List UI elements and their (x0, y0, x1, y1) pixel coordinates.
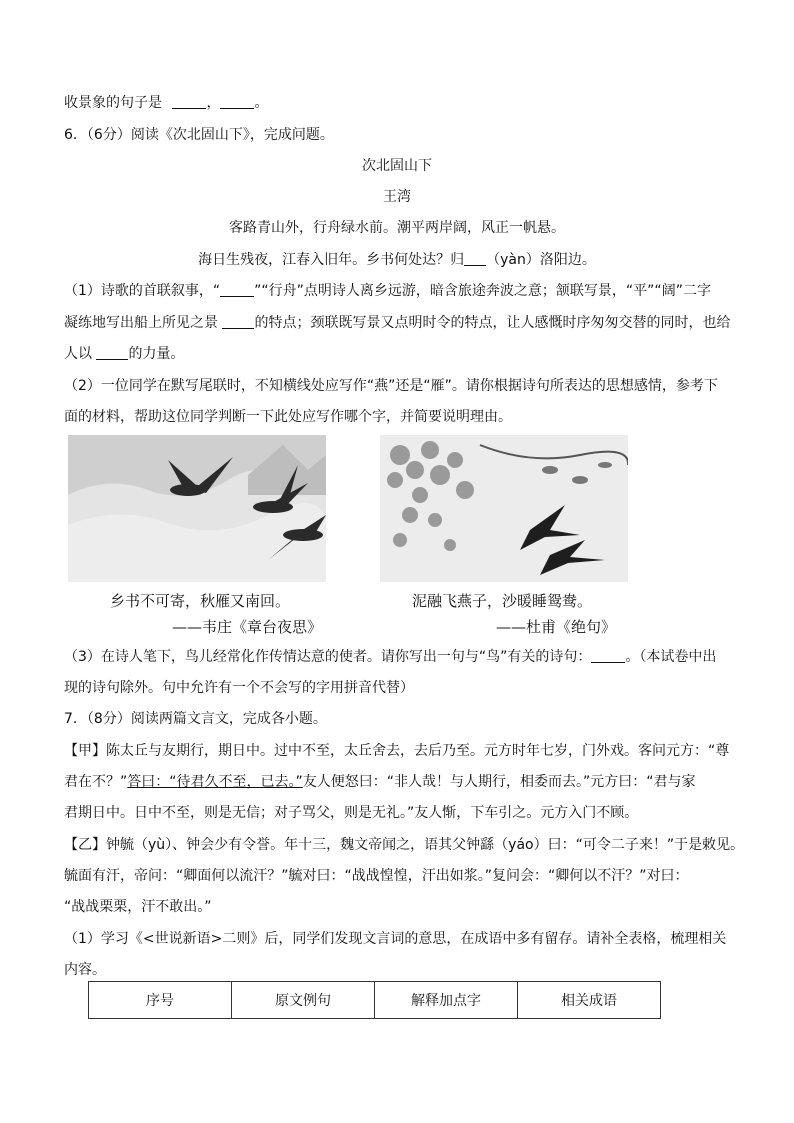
poem-title: 次北固山下 (362, 158, 432, 174)
q6-part2-line2: 面的材料，帮助这位同学判断一下此处应写作哪个字，并简要说明理由。 (64, 409, 512, 425)
caption-source-right: ——杜甫《绝句》 (496, 618, 617, 636)
q7-sub1-line1: （1）学习《<世说新语>二则》后，同学们发现文言词的意思，在成语中多有留存。请补全表格，梳理相关 (64, 931, 727, 947)
caption-source-left: ——韦庄《章台夜思》 (172, 618, 323, 636)
geese-illustration (68, 435, 326, 582)
text: 君在不？” (64, 774, 128, 790)
text: 友人便怒曰：“非人哉！与人期行，相委而去。”元方曰：“君与家 (302, 774, 696, 790)
answer-blank[interactable] (96, 345, 128, 360)
poem-author: 王湾 (383, 189, 411, 205)
q5-sep: ， (206, 95, 221, 111)
answer-blank[interactable] (222, 314, 254, 329)
swallows-illustration (380, 435, 628, 582)
geese-painting (68, 435, 326, 582)
poem-line-2 (0, 250, 794, 270)
text: 的特点；颈联既写景又点明时令的特点，让人感慨时序匆匆交替的同时，也给 (254, 315, 731, 331)
poem-line-2-end: （yàn）洛阳边。 (486, 252, 596, 268)
text: 的力量。 (128, 346, 185, 362)
answer-blank[interactable] (220, 282, 254, 297)
q6-part1-line2 (64, 313, 730, 333)
q5-end: 。 (254, 95, 269, 111)
poem-line-2-start: 海日生残夜，江春入旧年。乡书何处达？归 (198, 252, 465, 268)
q6-header: 6．（6分）阅读《次北固山下》，完成问题。 (64, 127, 334, 143)
jia-line-2 (64, 772, 730, 792)
answer-blank[interactable] (591, 648, 625, 663)
q6-part1-line3 (64, 344, 730, 364)
table-header-cell: 原文例句 (232, 982, 375, 1019)
yi-line-1: 【乙】钟毓（yù）、钟会少有令誉。年十三，魏文帝闻之，语其父钟繇（yáo）曰：“可令二子来！”于是敕见。 (64, 837, 745, 853)
caption-quote-left: 乡书不可寄，秋雁又南回。 (110, 592, 291, 610)
underlined-sentence: 答曰：“待君久不至，已去。” (127, 774, 303, 790)
yi-line-3: “战战栗栗，汗不敢出。” (64, 899, 212, 915)
q6-part3-line2: 现的诗句除外。句中允许有一个不会写的字用拼音代替） (64, 680, 414, 696)
q5-answer-line (64, 93, 730, 113)
table-header-row (89, 982, 661, 1019)
table-header-cell: 相关成语 (518, 982, 661, 1019)
text: 凝练地写出船上所见之景 (64, 315, 218, 331)
q7-header: 7．（8分）阅读两篇文言文，完成各小题。 (64, 711, 327, 727)
text: 。（本试卷中出 (625, 649, 717, 665)
caption-quote-right: 泥融飞燕子，沙暖睡鸳鸯。 (412, 592, 593, 610)
text: （1）诗歌的首联叙事，“ (64, 283, 221, 299)
text: 人以 (64, 346, 92, 362)
answer-blank[interactable] (220, 94, 254, 109)
jia-line-3: 君期日中。日中不至，则是无信；对子骂父，则是无礼。”友人惭，下车引之。元方入门不顾。 (64, 805, 639, 821)
text: ”“行舟”点明诗人离乡远游，暗含旅途奔波之意；颔联写景，“平”“阔”二字 (254, 283, 711, 299)
yi-line-2: 毓面有汗，帝问：“卿面何以流汗？”毓对曰：“战战惶惶，汗出如浆。”复问会：“卿何以不汗？”对曰： (64, 868, 689, 884)
q6-part1-line1 (64, 281, 730, 301)
answer-blank[interactable] (464, 251, 486, 266)
q7-sub1-line2: 内容。 (64, 962, 106, 978)
answer-blank[interactable] (172, 94, 206, 109)
q6-part2-line1: （2）一位同学在默写尾联时，不知横线处应写作“燕”还是“雁”。请你根据诗句所表达的思想感情，参考下 (64, 378, 718, 394)
poem-line-1: 客路青山外，行舟绿水前。潮平两岸阔，风正一帆悬。 (229, 220, 565, 236)
table-header-cell: 序号 (89, 982, 232, 1019)
q6-part3-line1 (64, 647, 730, 667)
text: （3）在诗人笔下，鸟儿经常化作传情达意的使者。请你写出一句与“鸟”有关的诗句： (64, 649, 592, 665)
swallows-painting (380, 435, 628, 582)
q5-prefix: 收景象的句子是 (64, 95, 162, 111)
answer-table (88, 981, 661, 1019)
table-header-cell: 解释加点字 (375, 982, 518, 1019)
jia-line-1: 【甲】陈太丘与友期行，期日中。过中不至，太丘舍去，去后乃至。元方时年七岁，门外戏。客问元方：“尊 (64, 743, 730, 759)
